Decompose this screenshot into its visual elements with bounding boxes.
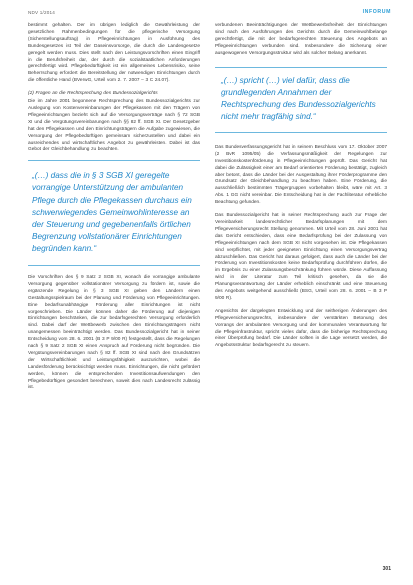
left-column: [28, 23, 200, 398]
page-number: 301: [382, 566, 391, 572]
paragraph: Das Bundessozialgericht hat in seiner Rechtsprechung auch zur Frage der Vereinbarkeit landesrechtlicher Bedarfsplanungen mit dem Pflegeversicherungsrecht Stellung genommen. Mit Urteil vom 28. Juni 2001 hat das Gericht entschieden, dass eine Bedarfsprüfung bei der Zulassung von Pflegeeinrichtungen nach dem SGB XI nicht vorgesehen ist. Die Pflegekassen sind verpflichtet, mit jeder geeigneten Einrichtung einen Versorgungsvertrag abzuschließen. Das Gericht hat daraus gefolgert, dass auch die Länder bei der Förderung von Investitionskosten keine Bedarfsprüfung durchführen dürfen, die im Ergebnis zu einer Zulassungsbeschränkung führen würde. Diese Auffassung wird in der Literatur zum Teil kritisch gesehen, da sie die Planungsverantwortung der Länder erheblich einschränkt und eine Steuerung des Angebots weitgehend ausschließt (BSG, Urteil vom 28. 6. 2001 – B 3 P 9/00 R).: [215, 213, 387, 301]
header-section-label: INFORUM: [362, 9, 391, 15]
pull-quote: „(…) spricht (…) viel dafür, dass die grundlegenden Annahmen der Rechtsprechung des Bundessozialgerichts nicht mehr tragfähig sind.“: [215, 67, 387, 133]
paragraph: Die im Jahre 2001 begonnene Rechtsprechung des Bundessozialgerichts zur Auslegung von Kostenvereinbarungen der Pflegekassen mit den Trägern von Pflegeeinrichtungen bezieht sich auf die Versorgungsverträge nach § 72 SGB XI und die Vergütungsvereinbarungen nach §§ 82 ff. SGB XI. Der Gesetzgeber hat den Pflegekassen und den Einrichtungsträgern die Aufgabe zugewiesen, die Versorgung der Pflegebedürftigen gemeinsam sicherzustellen und dabei ein ausreichendes und wirtschaftliches Angebot zu gewährleisten. Dabei ist das Gebot der Gleichbehandlung zu beachten.: [28, 99, 200, 153]
section-subheading: (2) Fragen an die Rechtsprechung des Bundessozialgerichts: [28, 91, 158, 97]
paragraph: bestimmt gehalten. Der im übrigen lediglich die Gewährleistung der gesetzlichen Rahmenbedingungen für die pflegerische Versorgung (Sicherstellungsauftrag) in Pflegeeinrichtungen in Ausführung des Bundesgesetzes ist Teil der Daseinsvorsorge, die durch die Landesgesetze geregelt werden muss. Dies stellt nach den Leistungsvorschriften einen Eingriff in die Berufsfreiheit dar, der durch die sozialstaatlichen Anforderungen gerechtfertigt wird. Pflegebedürftigkeit ist ein allgemeines Lebensrisiko, seine Beherrschung erfordert die Bereitstellung der notwendigen Einrichtungen durch die öffentliche Hand (BVerwG, Urteil vom 2. 7. 2007 – 3 C 24.07).: [28, 23, 200, 84]
paragraph: verbundenen Beeinträchtigungen der Wettbewerbsfreiheit der Einrichtungen sind nach den Ausführungen des Gerichts durch die Gemeinwohlbelange gerechtfertigt, die mit der bedarfsgerechten Steuerung des Angebots an Pflegeeinrichtungen verbunden sind. Insbesondere die Sicherung einer ausgewogenen Versorgungsstruktur wird als solcher Belang anerkannt.: [215, 23, 387, 56]
paragraph: Die Vorschriften des § 9 Satz 2 SGB XI, wonach die vorrangige ambulante Versorgung gegenüber vollstationärer Versorgung zu fördern ist, sowie die ergänzende Regelung in § 3 SGB XI geben den Ländern einen Gestaltungsspielraum bei der Planung und Förderung von Pflegeeinrichtungen. Eine bedarfsunabhängige Förderung aller Einrichtungen ist nicht vorgeschrieben. Die Länder können daher die Förderung auf diejenigen Einrichtungen beschränken, die zur bedarfsgerechten Versorgung erforderlich sind. Dabei darf der Wettbewerb zwischen den Einrichtungsträgern nicht unangemessen beeinträchtigt werden. Das Bundessozialgericht hat in seiner Entscheidung vom 28. 6. 2001 (B 3 P 9/00 R) festgestellt, dass die Regelungen nach § 9 Satz 2 SGB XI einen Anspruch auf Förderung nicht begründen. Die Vergütungsvereinbarungen nach § 82 ff. SGB XI sind nach den Grundsätzen der Wirtschaftlichkeit und Leistungsfähigkeit auszurichten, wobei die Landesförderung berücksichtigt werden muss. Einrichtungen, die nicht gefördert werden, können die entsprechenden Investitionsaufwendungen den Pflegebedürftigen gesondert berechnen, soweit dies nach Landesrecht zulässig ist.: [28, 274, 200, 391]
paragraph: Das Bundesverfassungsgericht hat in seinem Beschluss vom 17. Oktober 2007 (2 BvR 1095/05) die Verfassungsmäßigkeit der Regelungen zur Investitionskostenförderung in Pflegeeinrichtungen geprüft. Das Gericht hat dabei die Zulässigkeit einer am Bedarf orientierten Förderung bestätigt, zugleich aber betont, dass die Länder bei der Ausgestaltung ihrer Förderprogramme den Grundsatz der Gleichbehandlung zu beachten haben. Eine Förderung, die ausschließlich bestimmten Trägergruppen vorbehalten bleibt, wäre mit Art. 3 Abs. 1 GG nicht vereinbar. Die Entscheidung hat in der Fachliteratur erhebliche Beachtung gefunden.: [215, 144, 387, 206]
paragraph: Angesichts der dargelegten Entwicklung und der seitherigen Änderungen des Pflegeversicherungsrechts, insbesondere der verstärkten Betonung des Vorrangs der ambulanten Versorgung und der kommunalen Verantwortung für die Pflegeinfrastruktur, spricht vieles dafür, dass die bisherige Rechtsprechung einer Überprüfung bedarf. Die Länder sollten in die Lage versetzt werden, die Angebotsstruktur bedarfsgerecht zu steuern.: [215, 308, 387, 349]
header-issue: NDV 1/2014: [28, 10, 56, 15]
pull-quote: „(…) dass die in § 3 SGB XI geregelte vorrangige Unterstützung der ambulanten Pflege durch die Pflegekassen durchaus ein schwerwiegendes Gemeinwohlinteresse an der Steuerung und gegebenenfalls örtlichen Begrenzung vollstationärer Einrichtungen begründen kann.“: [28, 160, 200, 266]
right-column: [215, 23, 387, 356]
